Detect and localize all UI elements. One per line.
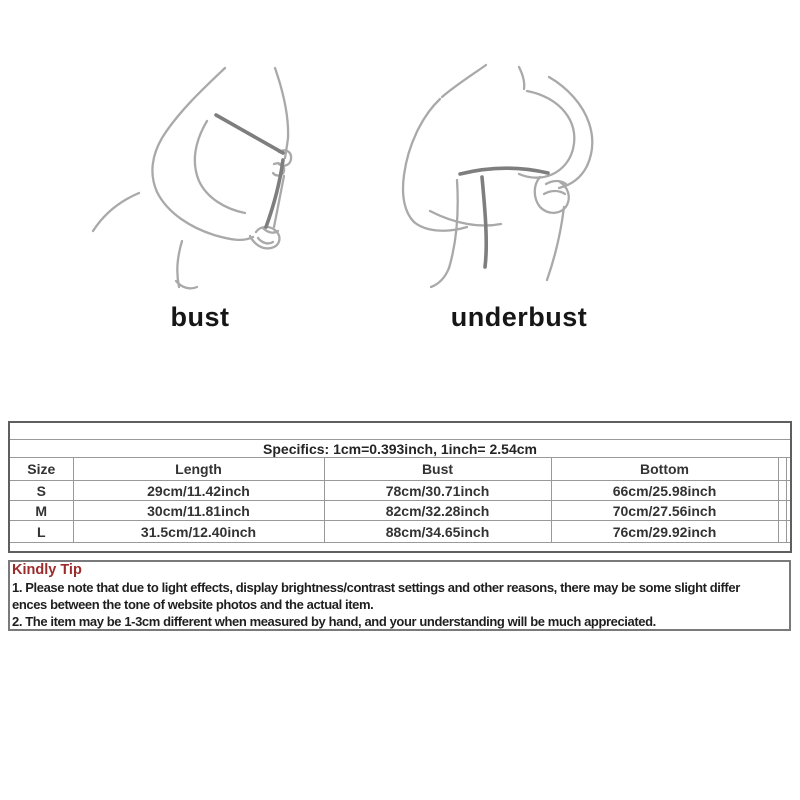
tip-line-2: ences between the tone of website photos and the actual item. — [12, 597, 374, 613]
col-header-bottom: Bottom — [551, 458, 778, 481]
kindly-tip-title: Kindly Tip — [12, 562, 82, 578]
narrow-cell — [786, 481, 791, 501]
kindly-tip-box — [8, 560, 791, 631]
size-cell: M — [9, 501, 73, 521]
length-cell: 30cm/11.81inch — [73, 501, 324, 521]
col-header-bust: Bust — [324, 458, 551, 481]
tip-line-3: 2. The item may be 1-3cm different when measured by hand, and your understanding will be much appreciated. — [12, 614, 656, 630]
size-cell: S — [9, 481, 73, 501]
underbust-sketch-drawing — [400, 16, 655, 296]
specifics-row — [9, 440, 791, 458]
narrow-cell — [778, 481, 786, 501]
narrow-cell — [786, 501, 791, 521]
empty-cell — [9, 543, 791, 553]
bust-cell: 82cm/32.28inch — [324, 501, 551, 521]
table-row-m — [9, 501, 791, 521]
col-header-length: Length — [73, 458, 324, 481]
length-cell: 29cm/11.42inch — [73, 481, 324, 501]
narrow-cell — [778, 521, 786, 543]
bust-cell: 88cm/34.65inch — [324, 521, 551, 543]
bust-sketch-drawing — [90, 24, 335, 296]
narrow-cell — [786, 458, 791, 481]
bust-label: bust — [170, 302, 230, 332]
size-table — [8, 421, 792, 553]
table-empty-row — [9, 422, 791, 440]
underbust-measurement-sketch — [400, 16, 655, 296]
empty-cell — [9, 422, 791, 440]
underbust-label: underbust — [450, 302, 588, 332]
header-row — [9, 458, 791, 481]
tip-line-1: 1. Please note that due to light effects, display brightness/contrast settings and other reasons, there may be some slight differ — [12, 580, 740, 595]
size-cell: L — [9, 521, 73, 543]
bust-measurement-sketch — [90, 24, 335, 296]
bottom-cell: 66cm/25.98inch — [551, 481, 778, 501]
narrow-cell — [778, 458, 786, 481]
specifics-cell: Specifics: 1cm=0.393inch, 1inch= 2.54cm — [9, 440, 791, 458]
bust-cell: 78cm/30.71inch — [324, 481, 551, 501]
col-header-size: Size — [9, 458, 73, 481]
bottom-cell: 70cm/27.56inch — [551, 501, 778, 521]
narrow-cell — [786, 521, 791, 543]
table-bottom-strip — [9, 543, 791, 553]
length-cell: 31.5cm/12.40inch — [73, 521, 324, 543]
table-row-s — [9, 481, 791, 501]
table-row-l — [9, 521, 791, 543]
narrow-cell — [778, 501, 786, 521]
bottom-cell: 76cm/29.92inch — [551, 521, 778, 543]
